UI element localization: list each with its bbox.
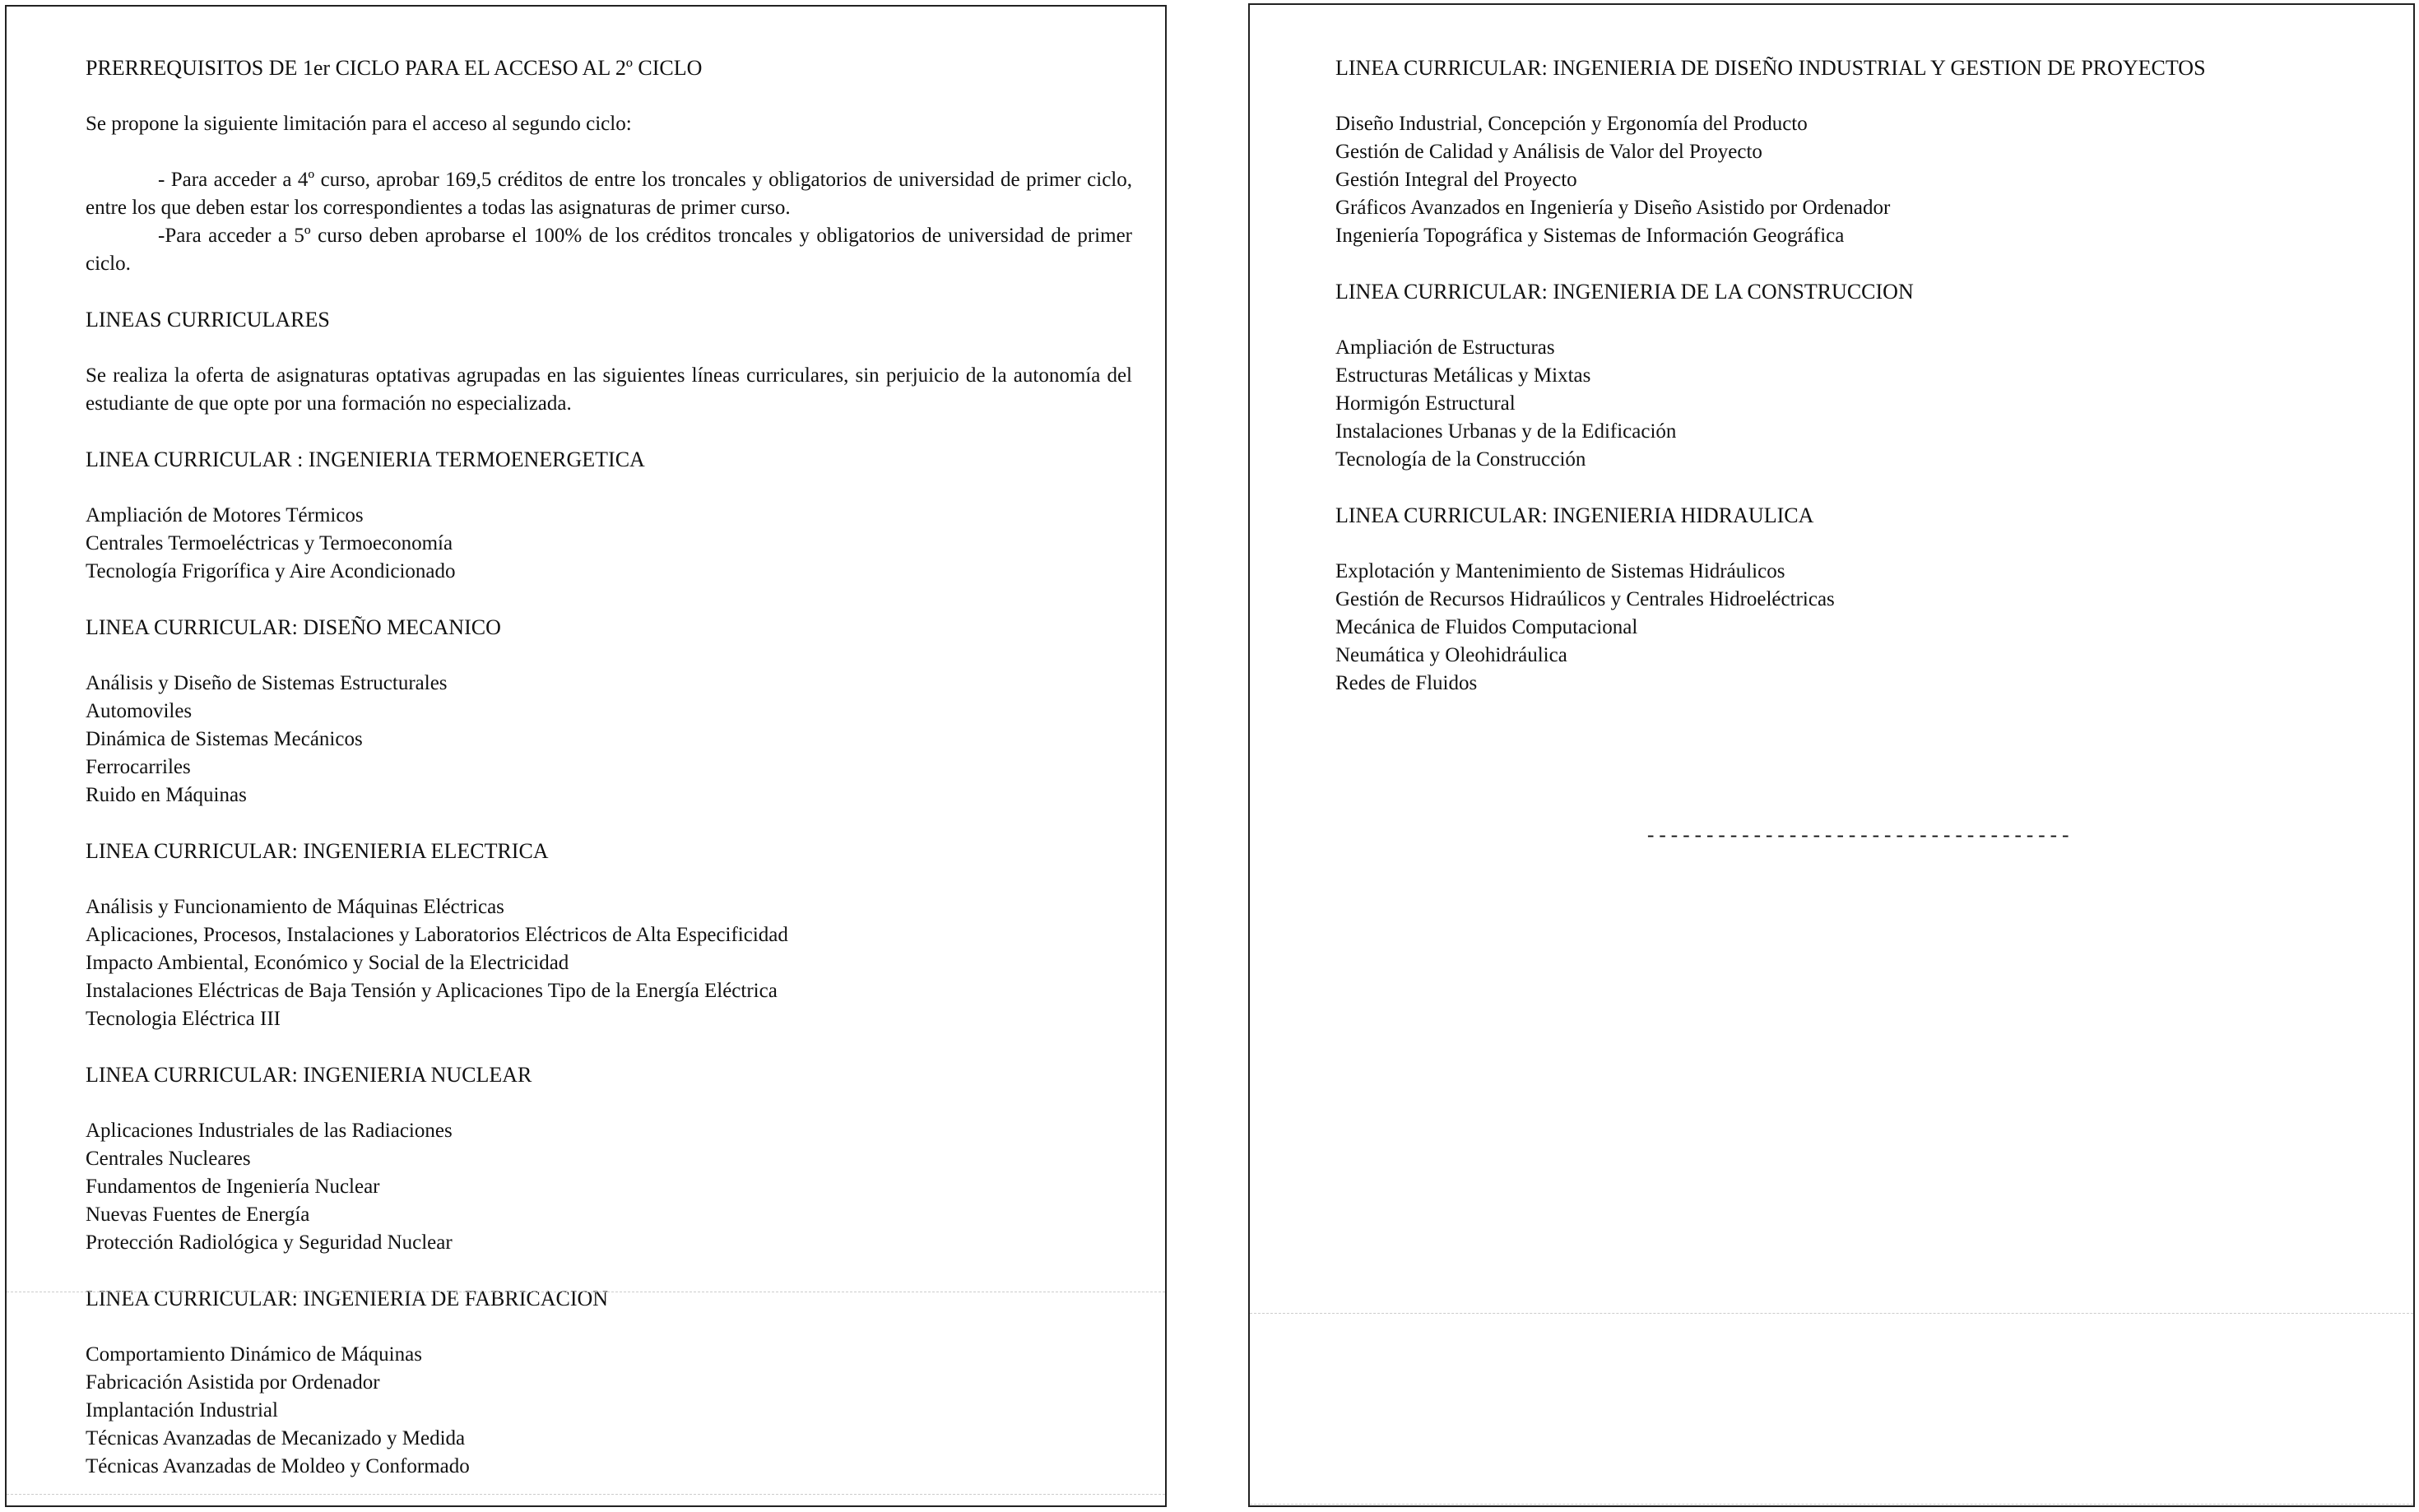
course-item: Diseño Industrial, Concepción y Ergonomía del Producto [1335,113,1808,135]
end-rule: ------------------------------------ [1645,826,2072,848]
course-item: Nuevas Fuentes de Energía [86,1204,310,1226]
course-item: Técnicas Avanzadas de Moldeo y Conformado [86,1455,470,1477]
course-item: Automoviles [86,700,193,722]
prereq-item-1: - Para acceder a 4º curso, aprobar 169,5 créditos de entre los troncales y obligatorios de universidad de primer ciclo, entre los que deben estar los correspondientes a todas las asignaturas de primer curso. [86,169,1132,219]
course-item: Redes de Fluidos [1335,672,1478,694]
course-item: Hormigón Estructural [1335,392,1516,415]
course-item: Centrales Termoeléctricas y Termoeconomía [86,532,453,554]
section-electrica [86,837,1132,1033]
course-list [1335,558,2380,698]
section-heading: LINEA CURRICULAR: DISEÑO MECANICO [86,615,501,639]
course-list [86,502,1132,586]
section-heading: LINEA CURRICULAR: INGENIERIA NUCLEAR [86,1063,532,1087]
course-item: Ampliación de Estructuras [1335,336,1555,359]
page-left-content [86,7,1132,1481]
course-item: Fundamentos de Ingeniería Nuclear [86,1176,380,1198]
section-hidraulica [1335,502,2380,698]
course-item: Gestión de Calidad y Análisis de Valor del Proyecto [1335,141,1762,163]
page-right-content [1335,7,2380,698]
course-item: Aplicaciones, Procesos, Instalaciones y Laboratorios Eléctricos de Alta Especificidad [86,924,788,946]
course-item: Ampliación de Motores Térmicos [86,504,364,526]
course-item: Ingeniería Topográfica y Sistemas de Información Geográfica [1335,225,1845,247]
lineas-heading: LINEAS CURRICULARES [86,308,330,332]
course-item: Gráficos Avanzados en Ingeniería y Diseño Asistido por Ordenador [1335,197,1891,219]
course-item: Dinámica de Sistemas Mecánicos [86,728,363,750]
course-item: Fabricación Asistida por Ordenador [86,1371,380,1394]
course-list [86,670,1132,809]
course-item: Ruido en Máquinas [86,784,247,806]
section-heading: LINEA CURRICULAR : INGENIERIA TERMOENERGETICA [86,448,645,471]
scan-artifact-line [7,1494,1165,1495]
section-heading: LINEA CURRICULAR: INGENIERIA ELECTRICA [86,839,549,863]
course-item: Impacto Ambiental, Económico y Social de la Electricidad [86,952,569,974]
course-item: Análisis y Diseño de Sistemas Estructurales [86,672,448,694]
section-diseno-mecanico [86,614,1132,809]
section-construccion [1335,278,2380,474]
section-heading: LINEA CURRICULAR: INGENIERIA DE FABRICACION [86,1287,609,1310]
scan-artifact-line [1250,1313,2413,1314]
course-list [86,893,1132,1033]
document-page-left [5,5,1167,1507]
course-item: Tecnología Frigorífica y Aire Acondicionado [86,560,456,582]
course-item: Implantación Industrial [86,1399,278,1422]
course-item: Tecnología de la Construcción [1335,448,1586,471]
course-item: Explotación y Mantenimiento de Sistemas Hidráulicos [1335,560,1785,582]
course-item: Instalaciones Urbanas y de la Edificación [1335,420,1677,443]
course-item: Ferrocarriles [86,756,191,778]
lineas-intro: Se realiza la oferta de asignaturas optativas agrupadas en las siguientes líneas curriculares, sin perjuicio de la autonomía del estudiante de que opte por una formación no especializada. [86,364,1132,415]
course-item: Técnicas Avanzadas de Mecanizado y Medida [86,1427,466,1449]
course-list [1335,334,2380,474]
course-list [86,1341,1132,1481]
course-item: Tecnologia Eléctrica III [86,1008,281,1030]
course-item: Comportamiento Dinámico de Máquinas [86,1343,422,1366]
scan-artifact-line [1250,1504,2413,1505]
section-heading: LINEA CURRICULAR: INGENIERIA DE LA CONSTRUCCION [1335,280,1914,304]
course-item: Análisis y Funcionamiento de Máquinas Eléctricas [86,896,504,918]
course-item: Estructuras Metálicas y Mixtas [1335,364,1591,387]
section-nuclear [86,1061,1132,1257]
document-page-right [1248,3,2415,1507]
course-item: Gestión Integral del Proyecto [1335,169,1577,191]
course-item: Gestión de Recursos Hidraúlicos y Centrales Hidroeléctricas [1335,588,1835,610]
course-item: Instalaciones Eléctricas de Baja Tensión y Aplicaciones Tipo de la Energía Eléctrica [86,980,778,1002]
course-item: Protección Radiológica y Seguridad Nuclear [86,1231,453,1254]
course-list [1335,110,2380,250]
section-termoenergetica [86,446,1132,586]
section-fabricacion [86,1285,1132,1481]
course-list [86,1117,1132,1257]
course-item: Centrales Nucleares [86,1148,251,1170]
course-item: Neumática y Oleohidráulica [1335,644,1567,666]
course-item: Aplicaciones Industriales de las Radiaciones [86,1120,453,1142]
prereq-item-2: -Para acceder a 5º curso deben aprobarse el 100% de los créditos troncales y obligatorios de universidad de primer ciclo. [86,225,1132,275]
prereq-intro: Se propone la siguiente limitación para el acceso al segundo ciclo: [86,113,632,135]
section-diseno-industrial [1335,54,2380,250]
section-heading: LINEA CURRICULAR: INGENIERIA HIDRAULICA [1335,503,1814,527]
course-item: Mecánica de Fluidos Computacional [1335,616,1638,638]
section-heading: LINEA CURRICULAR: INGENIERIA DE DISEÑO INDUSTRIAL Y GESTION DE PROYECTOS [1335,56,2206,80]
prereq-heading: PRERREQUISITOS DE 1er CICLO PARA EL ACCESO AL 2º CICLO [86,56,703,80]
